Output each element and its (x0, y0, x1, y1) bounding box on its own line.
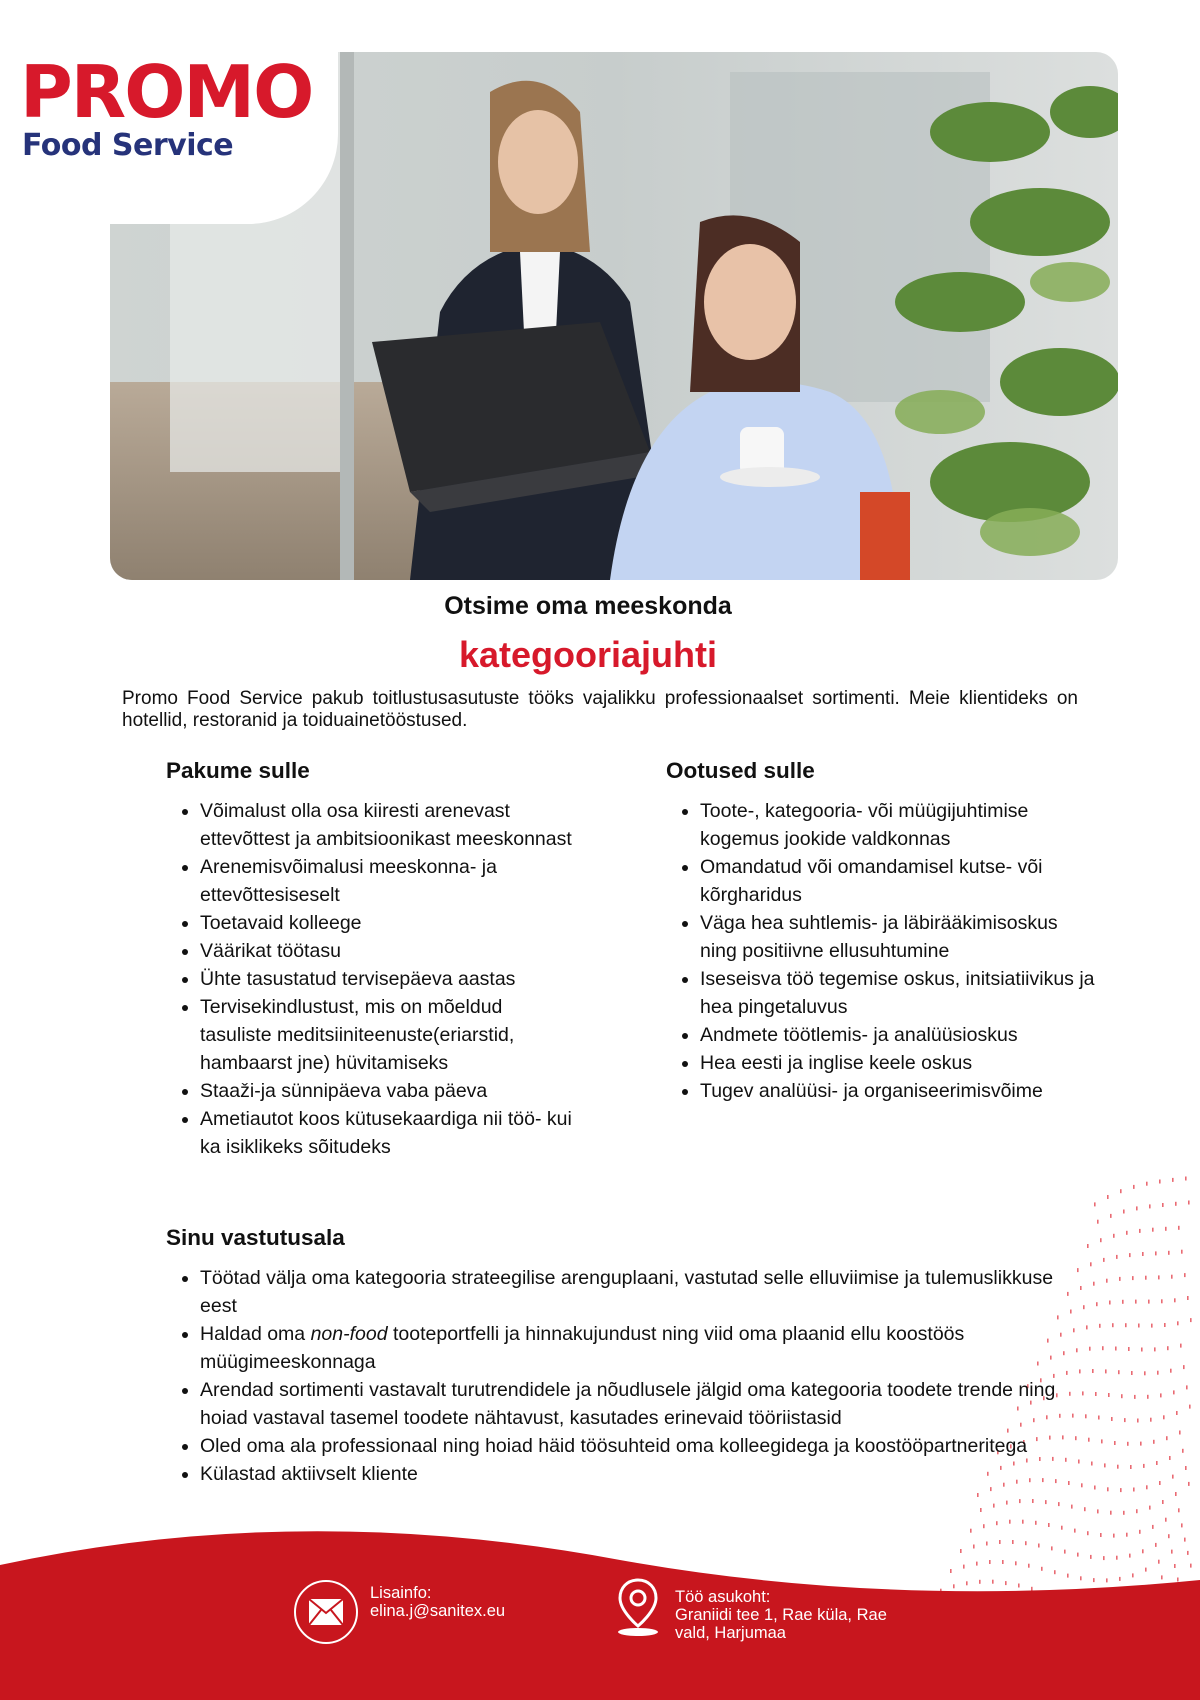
responsibility-title: Sinu vastutusala (166, 1225, 345, 1250)
intro-text: Promo Food Service pakub toitlustusasutuste tööks vajalikku professionaalset sortimenti. Meie klientideks on hotellid, restoranid ja toiduainetööstused. (122, 688, 1078, 731)
logo-subtitle: Food Service (22, 128, 234, 163)
list-item: • Tugev analüüsi- ja organiseerimisvõime (700, 1077, 1096, 1105)
contact-label: Lisainfo: (370, 1584, 432, 1602)
list-item: • Toetavaid kolleege (200, 909, 576, 937)
list-item: • Hea eesti ja inglise keele oskus (700, 1049, 1096, 1077)
list-item: • Külastad aktiivselt kliente (200, 1460, 1066, 1488)
list-item: • Toote-, kategooria- või müügijuhtimise kogemus jookide valdkonnas (700, 797, 1096, 853)
list-item: • Oled oma ala professionaal ning hoiad häid töösuhteid oma kolleegidega ja koostööpartneritega (200, 1432, 1066, 1460)
logo-brand: PROMO (20, 50, 313, 134)
list-item: • Arendad sortimenti vastavalt turutrendidele ja nõudlusele jälgid oma kategooria toodete trende ning hoiad vastaval tasemel toodete nähtavust, kasutades erinevaid tööriistasid (200, 1376, 1066, 1432)
map-pin-icon (614, 1576, 662, 1638)
responsibility-section (166, 1224, 1066, 1488)
list-item: • Väärikat töötasu (200, 937, 576, 965)
list-item: • Haldad oma non-food tooteportfelli ja hinnakujundust ning viid oma plaanid ellu koostöös müügimeeskonnaga (200, 1320, 1066, 1376)
list-item: • Omandatud või omandamisel kutse- või kõrgharidus (700, 853, 1096, 909)
list-item: • Tervisekindlustust, mis on mõeldud tasuliste meditsiiniteenuste(eriarstid, hambaarst jne) hüvitamiseks (200, 993, 576, 1077)
location-label: Töö asukoht: (675, 1588, 771, 1606)
expectations-list (666, 797, 1096, 1105)
contact-email[interactable]: elina.j@sanitex.eu (370, 1602, 506, 1620)
offer-list (166, 797, 576, 1161)
list-item: • Arenemisvõimalusi meeskonna- ja ettevõttesiseselt (200, 853, 576, 909)
list-item: • Andmete töötlemis- ja analüüsioskus (700, 1021, 1096, 1049)
footer-band (0, 1510, 1200, 1700)
headline-lead: Otsime oma meeskonda (444, 592, 732, 620)
headline-position: kategooriajuhti (458, 634, 718, 675)
location-address: Graniidi tee 1, Rae küla, Rae vald, Harjumaa (675, 1606, 887, 1642)
list-item: • Ametiautot koos kütusekaardiga nii töö- kui ka isiklikeks sõitudeks (200, 1105, 576, 1161)
expectations-title: Ootused sulle (666, 758, 815, 783)
list-item: • Töötad välja oma kategooria strateegilise arenguplaani, vastutad selle elluviimise ja tulemuslikkuse eest (200, 1264, 1066, 1320)
list-item: • Väga hea suhtlemis- ja läbirääkimisoskus ning positiivne ellusuhtumine (700, 909, 1096, 965)
offer-title: Pakume sulle (166, 758, 310, 783)
responsibility-list (166, 1264, 1066, 1488)
logo-card (0, 0, 338, 224)
contact-info (370, 1584, 505, 1620)
list-item: • Ühte tasustatud tervisepäeva aastas (200, 965, 576, 993)
envelope-icon (294, 1580, 358, 1644)
list-item: • Võimalust olla osa kiiresti arenevast ettevõttest ja ambitsioonikast meeskonnast (200, 797, 576, 853)
location-info (675, 1588, 925, 1642)
expectations-section (666, 757, 1096, 1105)
offer-section (166, 757, 576, 1161)
list-item: • Iseseisva töö tegemise oskus, initsiatiivikus ja hea pingetaluvus (700, 965, 1096, 1021)
list-item: • Staaži-ja sünnipäeva vaba päeva (200, 1077, 576, 1105)
